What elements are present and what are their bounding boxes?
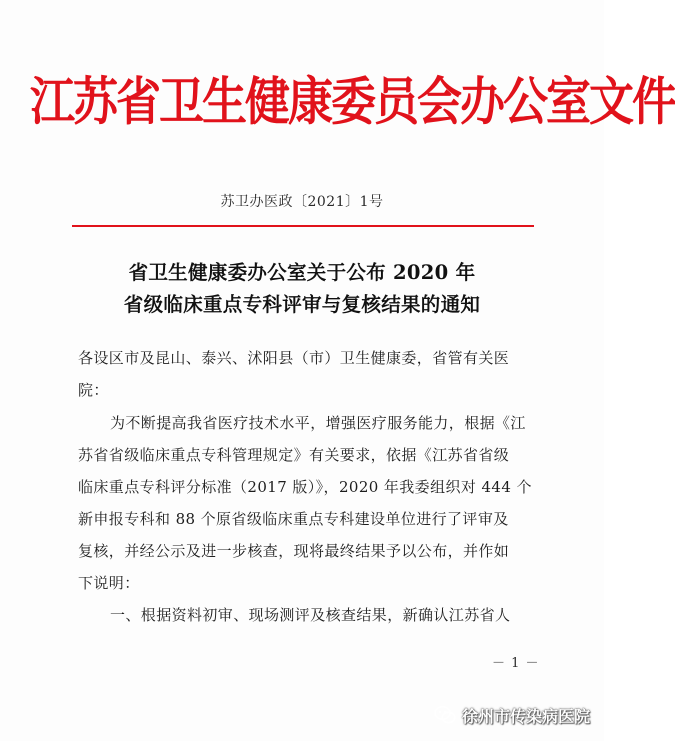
watermark [434, 702, 590, 728]
red-divider-line [72, 225, 534, 227]
wechat-icon [434, 705, 456, 725]
body-line-addressee-cont: 院： [78, 381, 109, 399]
body-line-paragraph: 下说明： [78, 574, 140, 592]
body-line-addressee: 各设区市及昆山、泰兴、沭阳县（市）卫生健康委，省管有关医 [78, 349, 510, 367]
body-line-paragraph: 新申报专科和 88 个原省级临床重点专科建设单位进行了评审及 [78, 510, 509, 528]
notice-title-line-2: 省级临床重点专科评审与复核结果的通知 [123, 293, 481, 316]
body-line-paragraph: 苏省省级临床重点专科管理规定》有关要求，依据《江苏省省级 [78, 446, 510, 464]
body-line-section: 一、根据资料初审、现场测评及核查结果，新确认江苏省人 [110, 606, 511, 624]
document-number: 苏卫办医政〔2021〕1号 [220, 194, 384, 210]
body-line-paragraph: 为不断提高我省医疗技术水平，增强医疗服务能力，根据《江 [110, 414, 526, 432]
body-line-paragraph: 临床重点专科评分标准（2017 版）》，2020 年我委组织对 444 个 [78, 478, 532, 496]
body-line-paragraph: 复核，并经公示及进一步核查，现将最终结果予以公布，并作如 [78, 542, 510, 560]
notice-title-line-1: 省卫生健康委办公室关于公布 2020 年 [128, 261, 476, 284]
watermark-text: 徐州市传染病医院 [462, 706, 591, 726]
document-header-title: 江苏省卫生健康委员会办公室文件 [30, 71, 675, 133]
page-number: － 1 － [492, 656, 540, 671]
